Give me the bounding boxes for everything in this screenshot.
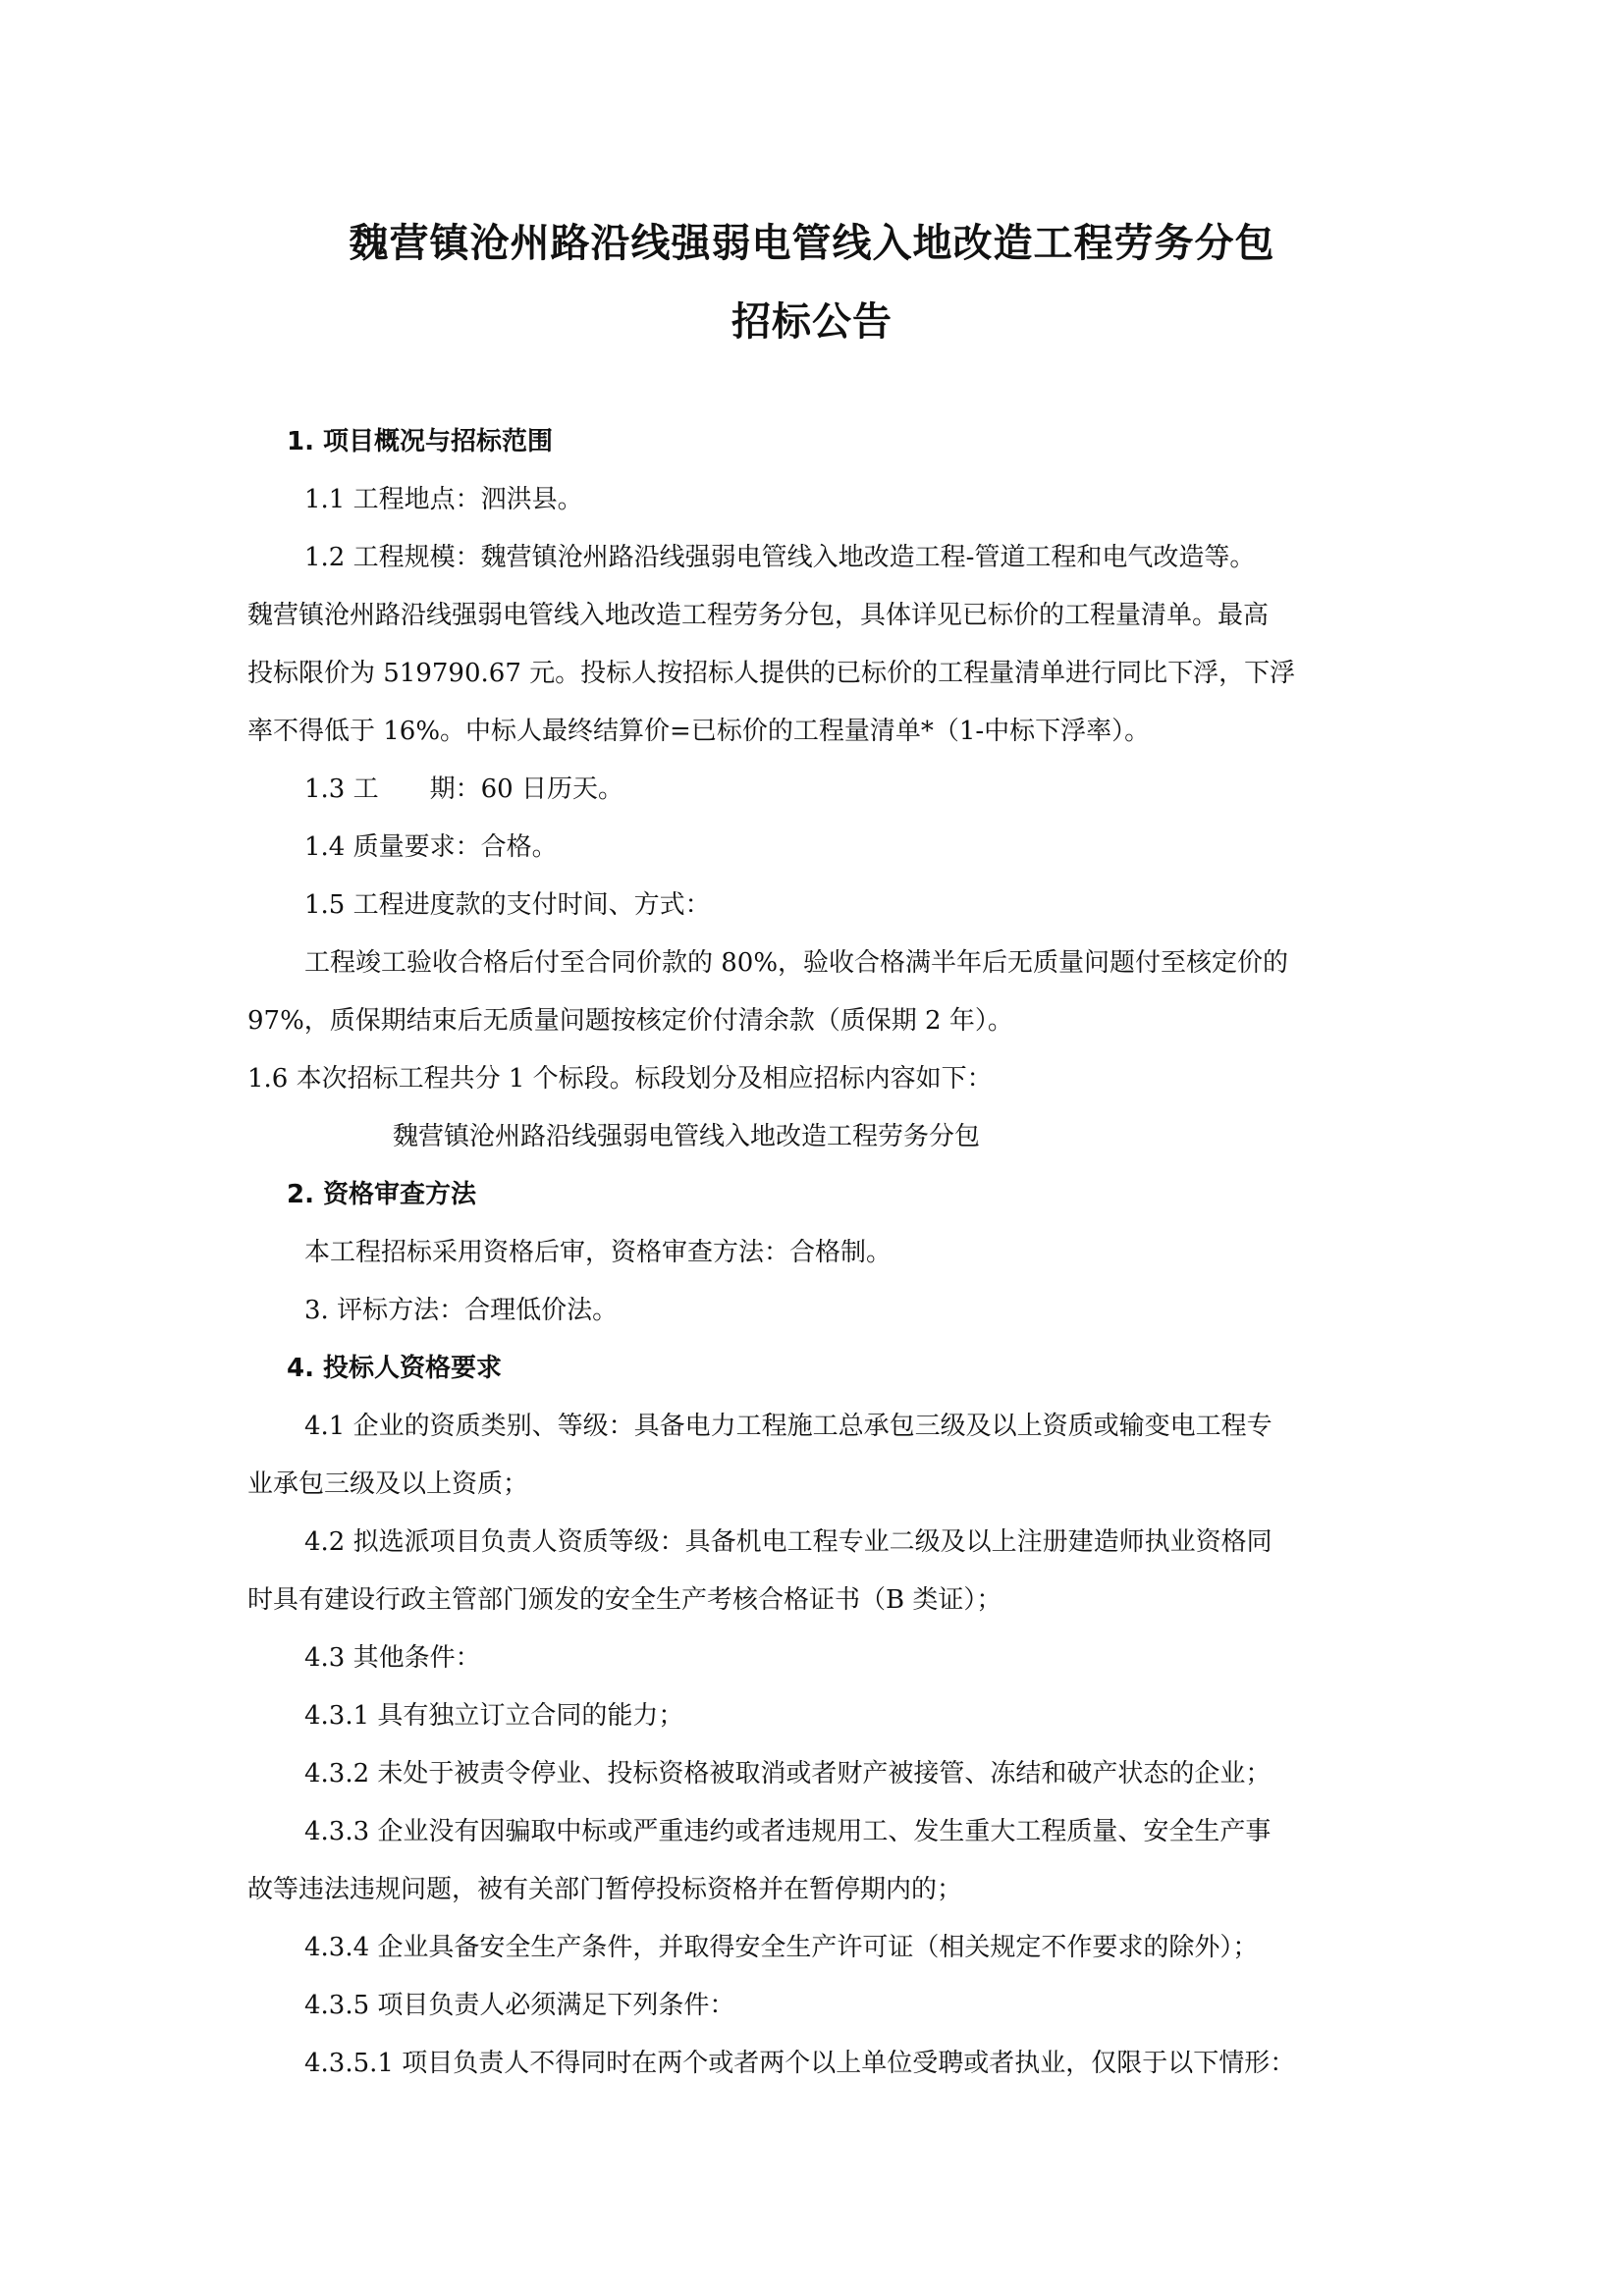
paragraph-line: 业承包三级及以上资质； <box>247 1469 529 1499</box>
paragraph-line: 故等违法违规问题，被有关部门暂停投标资格并在暂停期内的； <box>247 1875 963 1904</box>
paragraph-line: 4.3.4 企业具备安全生产条件，并取得安全生产许可证（相关规定不作要求的除外）； <box>304 1933 1259 1962</box>
paragraph-line: 4.2 拟选派项目负责人资质等级：具备机电工程专业二级及以上注册建造师执业资格同 <box>304 1527 1272 1557</box>
paragraph-line: 1.1 工程地点：泗洪县。 <box>304 485 583 514</box>
paragraph-line: 4.3.3 企业没有因骗取中标或严重违约或者违规用工、发生重大工程质量、安全生产事 <box>304 1817 1272 1846</box>
paragraph-line: 4.3.2 未处于被责令停业、投标资格被取消或者财产被接管、冻结和破产状态的企业； <box>304 1759 1272 1789</box>
paragraph-line: 时具有建设行政主管部门颁发的安全生产考核合格证书（B 类证）； <box>247 1585 1002 1615</box>
paragraph-line: 4.3 其他条件： <box>304 1643 481 1673</box>
paragraph-line: 4.3.5 项目负责人必须满足下列条件： <box>304 1991 735 2020</box>
document-body <box>247 413 1386 2093</box>
paragraph-line: 1.3 工 期：60 日历天。 <box>304 774 623 804</box>
paragraph-line: 率不得低于 16%。中标人最终结算价=已标价的工程量清单*（1-中标下浮率）。 <box>247 717 1151 746</box>
paragraph-line: 本工程招标采用资格后审，资格审查方法：合格制。 <box>304 1238 893 1267</box>
paragraph-line: 1.4 质量要求：合格。 <box>304 832 558 862</box>
paragraph-line: 4.3.1 具有独立订立合同的能力； <box>304 1701 684 1731</box>
section-heading-1: 1. 项目概况与招标范围 <box>287 427 554 456</box>
paragraph-line: 97%，质保期结束后无质量问题按核定价付清余款（质保期 2 年）。 <box>247 1006 1013 1036</box>
lot-name-line: 魏营镇沧州路沿线强弱电管线入地改造工程劳务分包 <box>393 1122 981 1151</box>
section-line-3: 3. 评标方法：合理低价法。 <box>304 1296 619 1325</box>
paragraph-line: 1.5 工程进度款的支付时间、方式： <box>304 890 711 920</box>
section-heading-2: 2. 资格审查方法 <box>287 1180 477 1209</box>
document-title: 魏营镇沧州路沿线强弱电管线入地改造工程劳务分包 <box>349 221 1275 266</box>
paragraph-line: 魏营镇沧州路沿线强弱电管线入地改造工程劳务分包，具体详见已标价的工程量清单。最高 <box>247 601 1270 630</box>
paragraph-line: 4.3.5.1 项目负责人不得同时在两个或者两个以上单位受聘或者执业，仅限于以下情形： <box>304 2049 1296 2078</box>
paragraph-line: 投标限价为 519790.67 元。投标人按招标人提供的已标价的工程量清单进行同比下浮，下浮 <box>247 659 1296 688</box>
section-heading-4: 4. 投标人资格要求 <box>287 1354 503 1383</box>
paragraph-line: 1.6 本次招标工程共分 1 个标段。标段划分及相应招标内容如下： <box>247 1064 993 1094</box>
paragraph-line: 工程竣工验收合格后付至合同价款的 80%，验收合格满半年后无质量问题付至核定价的 <box>304 948 1289 978</box>
paragraph-line: 1.2 工程规模：魏营镇沧州路沿线强弱电管线入地改造工程-管道工程和电气改造等。 <box>304 543 1256 572</box>
paragraph-line: 4.1 企业的资质类别、等级：具备电力工程施工总承包三级及以上资质或输变电工程专 <box>304 1412 1272 1441</box>
document-subtitle: 招标公告 <box>731 299 893 345</box>
